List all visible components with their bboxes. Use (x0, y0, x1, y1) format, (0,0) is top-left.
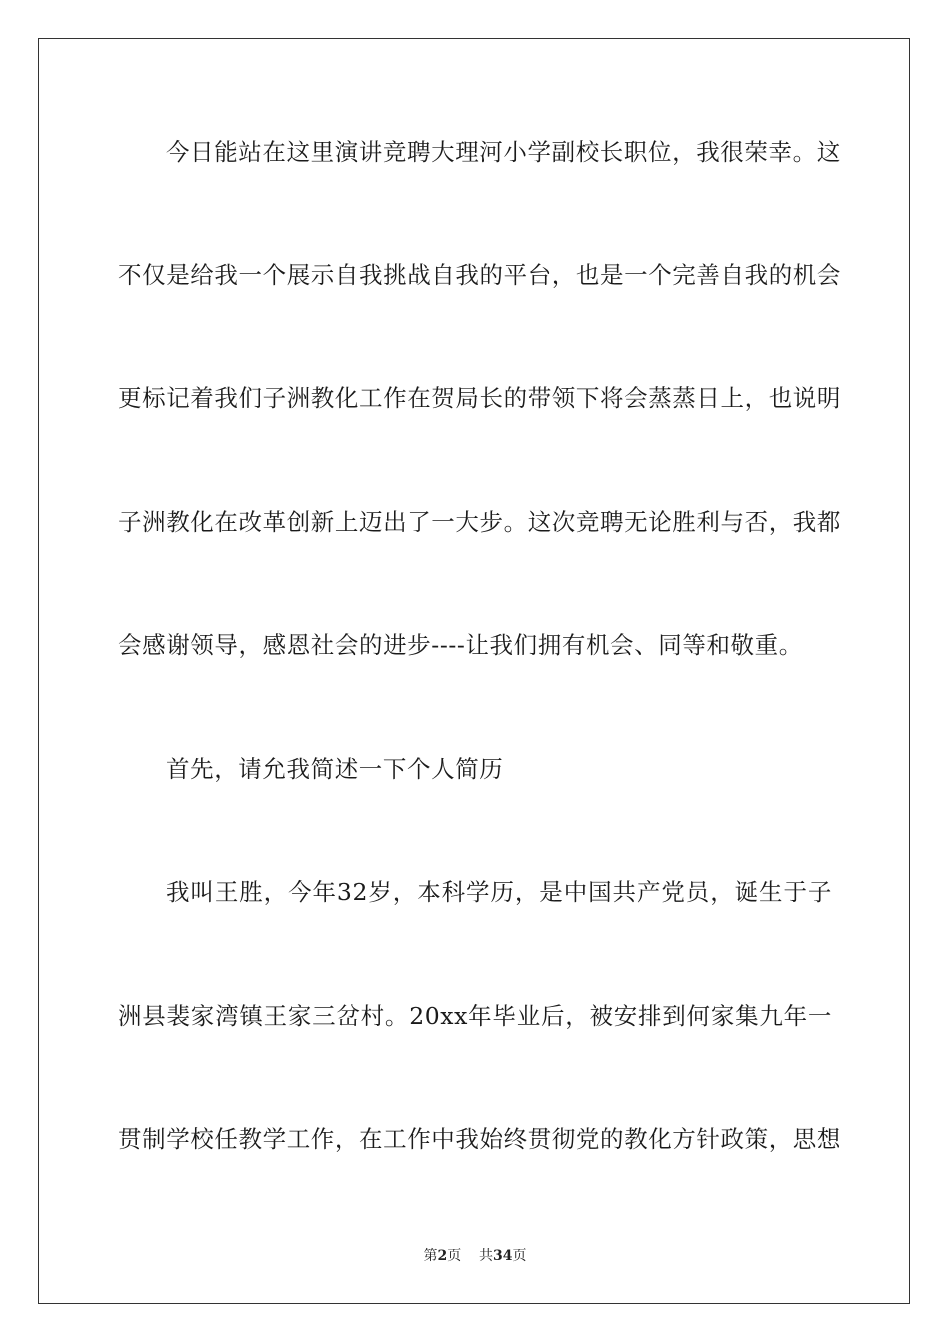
footer-total-pages: 34 (493, 1248, 513, 1264)
footer-page-number: 2 (437, 1248, 448, 1264)
paragraph-line-4: 子洲教化在改革创新上迈出了一大步。这次竞聘无论胜利与否，我都 (118, 508, 841, 536)
footer-page-prefix: 第 (423, 1248, 438, 1264)
page-frame (38, 38, 910, 1304)
paragraph-line-2: 不仅是给我一个展示自我挑战自我的平台，也是一个完善自我的机会 (118, 261, 841, 289)
footer-page-suffix: 页 (447, 1248, 462, 1264)
paragraph-line-5: 会感谢领导，感恩社会的进步----让我们拥有机会、同等和敬重。 (118, 631, 803, 659)
paragraph-line-8: 洲县裴家湾镇王家三岔村。20xx年毕业后，被安排到何家集九年一 (118, 1002, 832, 1030)
paragraph-line-6: 首先，请允我简述一下个人简历 (166, 755, 504, 783)
footer-total-prefix: 共 (479, 1248, 494, 1264)
footer-total-suffix: 页 (512, 1248, 527, 1264)
paragraph-line-7: 我叫王胜，今年32岁，本科学历，是中国共产党员，诞生于子 (166, 878, 832, 906)
paragraph-line-1: 今日能站在这里演讲竞聘大理河小学副校长职位，我很荣幸。这 (166, 138, 841, 166)
paragraph-line-9: 贯制学校任教学工作，在工作中我始终贯彻党的教化方针政策，思想 (118, 1125, 841, 1153)
page-footer (0, 1247, 950, 1265)
paragraph-line-3: 更标记着我们子洲教化工作在贺局长的带领下将会蒸蒸日上，也说明 (118, 384, 841, 412)
